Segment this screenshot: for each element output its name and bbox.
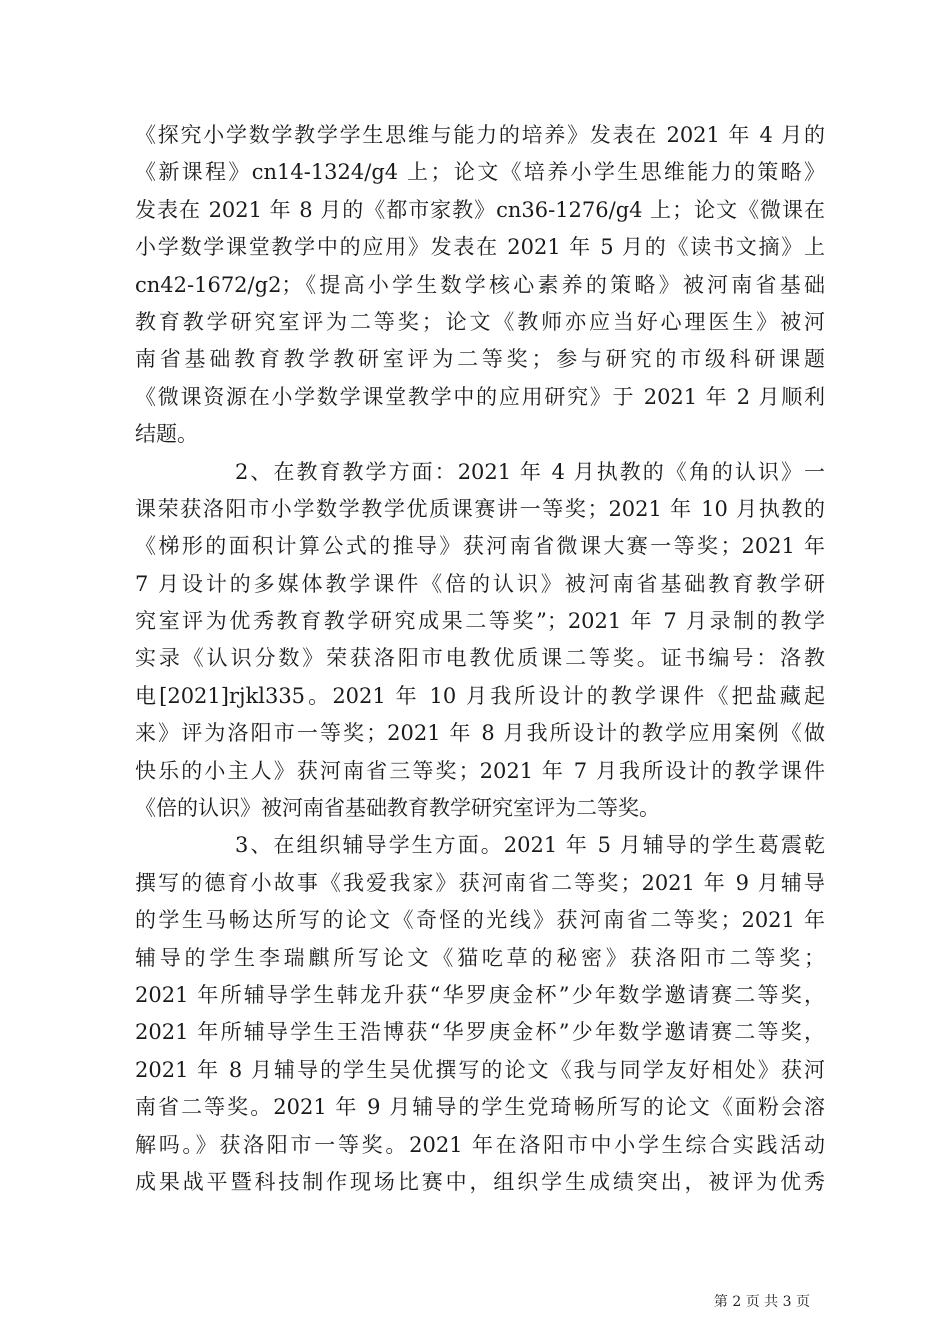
text-line: 《梯形的面积计算公式的推导》获河南省微课大赛一等奖；2021 年 [135,534,825,559]
text-line: 解吗。》获洛阳市一等奖。2021 年在洛阳市中小学生综合实践活动 [135,1132,825,1157]
text-line: 7 月设计的多媒体教学课件《倍的认识》被河南省基础教育教学研 [135,571,825,596]
text-line: 小学数学课堂教学中的应用》发表在 2021 年 5 月的《读书文摘》上 [135,235,825,260]
text-line: 南省基础教育教学教研室评为二等奖；参与研究的市级科研课题 [135,347,825,372]
text-line: 《倍的认识》被河南省基础教育教学研究室评为二等奖。 [135,796,660,821]
document-body [135,117,825,1201]
text-line: 结题。 [135,422,198,447]
text-line: 2、在教育教学方面：2021 年 4 月执教的《角的认识》一 [235,459,825,484]
text-line: 《微课资源在小学数学课堂教学中的应用研究》于 2021 年 2 月顺利 [135,384,825,409]
text-line: 发表在 2021 年 8 月的《都市家教》cn36-1276/g4 上；论文《微课在 [135,197,825,222]
text-line: 的学生马畅达所写的论文《奇怪的光线》获河南省二等奖；2021 年 [135,908,825,933]
text-line: 实录《认识分数》荣获洛阳市电教优质课二等奖。证书编号：洛教 [135,646,825,671]
text-line: 课荣获洛阳市小学数学教学优质课赛讲一等奖；2021 年 10 月执教的 [135,496,825,521]
text-line: 3、在组织辅导学生方面。2021 年 5 月辅导的学生葛震乾 [235,833,825,858]
text-line: 辅导的学生李瑞麒所写论文《猫吃草的秘密》获洛阳市二等奖； [135,945,825,970]
text-line: 2021 年所辅导学生韩龙升获“华罗庚金杯”少年数学邀请赛二等奖， [135,982,825,1007]
text-line: cn42-1672/g2；《提高小学生数学核心素养的策略》被河南省基础 [135,272,825,297]
text-line: 南省二等奖。2021 年 9 月辅导的学生党琦畅所写的论文《面粉会溶 [135,1095,825,1120]
text-line: 究室评为优秀教育教学研究成果二等奖”；2021 年 7 月录制的教学 [135,609,825,634]
text-line: 教育教学研究室评为二等奖；论文《教师亦应当好心理医生》被河 [135,309,825,334]
text-line: 《新课程》cn14-1324/g4 上；论文《培养小学生思维能力的策略》 [135,160,825,185]
text-line: 2021 年 8 月辅导的学生吴优撰写的论文《我与同学友好相处》获河 [135,1057,825,1082]
text-line: 成果战平暨科技制作现场比赛中，组织学生成绩突出，被评为优秀 [135,1169,825,1194]
text-line: 2021 年所辅导学生王浩博获“华罗庚金杯”少年数学邀请赛二等奖， [135,1020,825,1045]
text-line: 来》评为洛阳市一等奖；2021 年 8 月我所设计的教学应用案例《做 [135,721,825,746]
text-line: 快乐的小主人》获河南省三等奖；2021 年 7 月我所设计的教学课件 [135,758,825,783]
text-line: 撰写的德育小故事《我爱我家》获河南省二等奖；2021 年 9 月辅导 [135,870,825,895]
text-line: 电[2021]rjkl335。2021 年 10 月我所设计的教学课件《把盐藏起 [135,683,825,708]
page-number: 第 2 页 共 3 页 [713,1294,810,1310]
text-line: 《探究小学数学教学学生思维与能力的培养》发表在 2021 年 4 月的 [135,123,825,147]
